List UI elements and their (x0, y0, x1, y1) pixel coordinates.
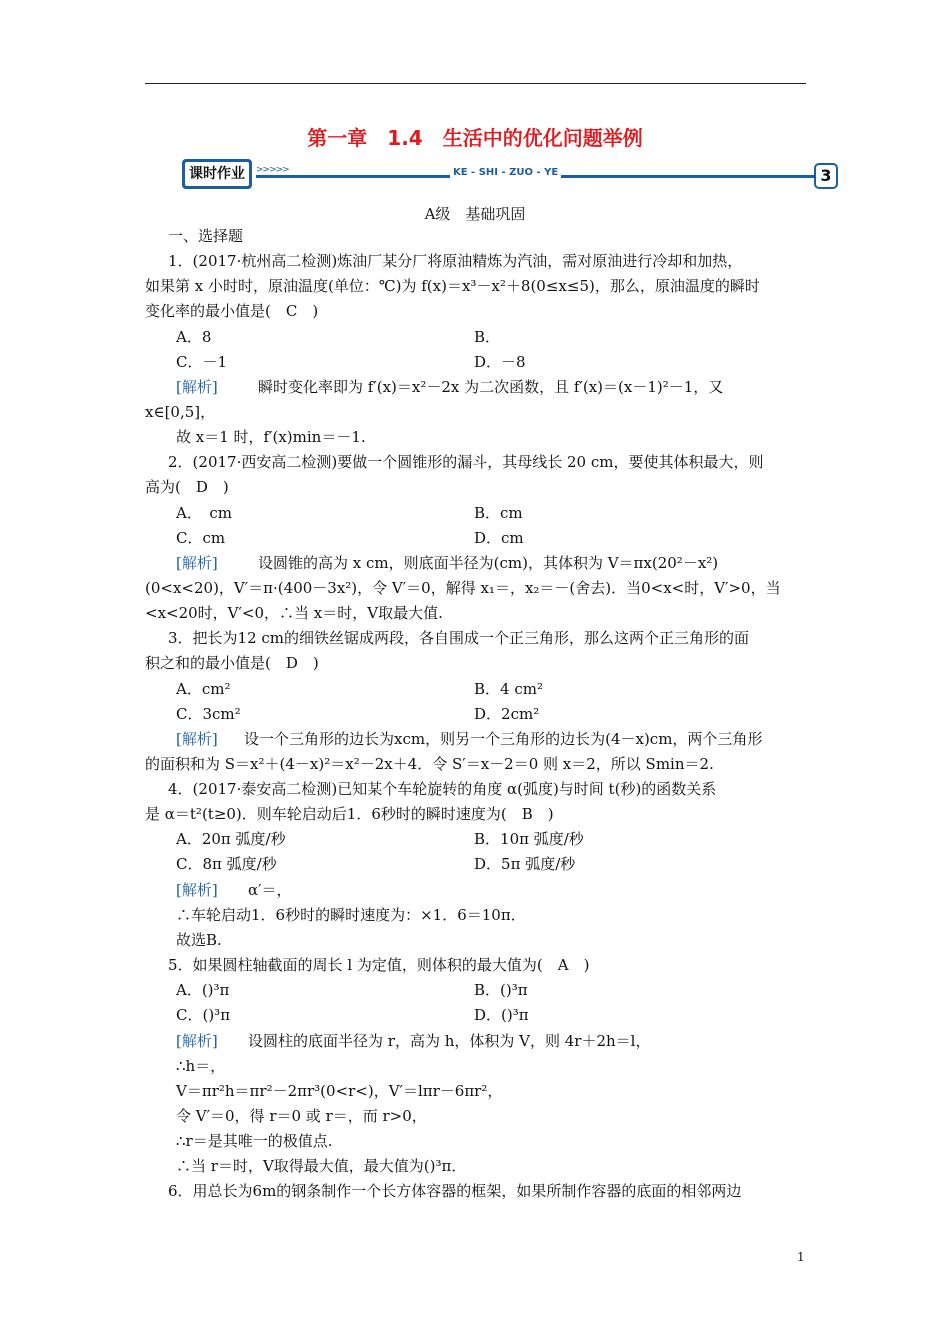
page-number: 1 (797, 1250, 805, 1264)
question-4-line: 是 α＝t²(t≥0)．则车轮启动后1．6秒时的瞬时速度为( B ) (145, 805, 554, 823)
option-c: C．cm (176, 529, 226, 547)
homework-banner (182, 157, 838, 193)
question-3-line: 3．把长为12 cm的细铁丝锯成两段，各自围成一个正三角形，那么这两个正三角形的面 (168, 629, 750, 647)
analysis-line: ∴当 r＝时，V取得最大值，最大值为()³π． (176, 1157, 467, 1175)
question-2-line: 高为( D ) (145, 478, 229, 496)
banner-number: 3 (814, 163, 838, 189)
option-b: B．10π 弧度/秒 (474, 830, 584, 848)
question-1-line: 如果第 x 小时时，原油温度(单位：℃)为 f(x)＝x³－x²＋8(0≤x≤5)，那么，原油温度的瞬时 (145, 277, 760, 295)
analysis-line: 故选B. (176, 931, 222, 949)
analysis-line: V＝πr²h＝πr²－2πr³(0<r<)，V′＝lπr－6πr²， (176, 1082, 503, 1100)
banner-tab (182, 159, 252, 189)
analysis-line: (0<x<20)，V′＝π·(400－3x²)，令 V′＝0，解得 x₁＝，x₂＝－(舍去)．当0<x<时，V′>0，当 (145, 579, 781, 597)
analysis-line: α′＝， (248, 881, 292, 899)
analysis-line: 设圆柱的底面半径为 r，高为 h，体积为 V，则 4r＋2h＝l， (248, 1032, 651, 1050)
analysis-tag: [解析] (176, 730, 218, 748)
question-4-line: 4．(2017·泰安高二检测)已知某个车轮旋转的角度 α(弧度)与时间 t(秒)的函数关系 (168, 780, 717, 798)
option-d: D．－8 (474, 353, 526, 371)
option-c: C．－1 (176, 353, 228, 371)
option-b: B．()³π (474, 981, 528, 999)
option-a: A．20π 弧度/秒 (176, 830, 286, 848)
analysis-line: 的面积和为 S＝x²＋(4－x)²＝x²－2x＋4．令 S′＝x－2＝0 则 x＝2，所以 Smin＝2. (145, 755, 714, 773)
question-1-line: 1．(2017·杭州高二检测)炼油厂某分厂将原油精炼为汽油，需对原油进行冷却和加热， (168, 252, 743, 270)
option-c: C．3cm² (176, 705, 241, 723)
analysis-line: 设圆锥的高为 x cm，则底面半径为(cm)，其体积为 V＝πx(20²－x²) (258, 554, 719, 572)
option-a: A．()³π (176, 981, 230, 999)
question-5-line: 5．如果圆柱轴截面的周长 l 为定值，则体积的最大值为( A ) (168, 956, 590, 974)
option-c: C．()³π (176, 1006, 231, 1024)
analysis-line: <x<20时，V′<0，∴当 x＝时，V取最大值. (145, 604, 443, 622)
analysis-line: x∈[0,5]， (145, 403, 216, 421)
analysis-line: 设一个三角形的边长为xcm，则另一个三角形的边长为(4－x)cm，两个三角形 (244, 730, 763, 748)
question-6-line: 6．用总长为6m的钢条制作一个长方体容器的框架，如果所制作容器的底面的相邻两边 (168, 1182, 742, 1200)
banner-label: 课时作业 (185, 162, 249, 186)
analysis-tag: [解析] (176, 378, 218, 396)
question-3-line: 积之和的最小值是( D ) (145, 654, 319, 672)
banner-arrows: >>>>> (256, 165, 289, 175)
analysis-line: 故 x＝1 时，f′(x)min＝－1. (176, 428, 366, 446)
option-d: D．2cm² (474, 705, 540, 723)
option-b: B．4 cm² (474, 680, 543, 698)
analysis-line: ∴h＝， (176, 1057, 226, 1075)
analysis-tag: [解析] (176, 554, 218, 572)
option-b: B．cm (474, 504, 523, 522)
option-d: D．5π 弧度/秒 (474, 855, 576, 873)
level-heading: A级 基础巩固 (424, 205, 526, 223)
option-a: A． cm (176, 504, 232, 522)
analysis-line: 令 V′＝0，得 r＝0 或 r＝，而 r>0， (176, 1107, 427, 1125)
section-heading: 一、选择题 (168, 227, 244, 245)
analysis-tag: [解析] (176, 1032, 218, 1050)
option-d: D．cm (474, 529, 524, 547)
page-title: 第一章 1.4 生活中的优化问题举例 (307, 126, 643, 150)
question-1-line: 变化率的最小值是( C ) (145, 302, 319, 320)
header-rule (145, 83, 806, 84)
analysis-line: 瞬时变化率即为 f′(x)＝x²－2x 为二次函数，且 f′(x)＝(x－1)²－1，又 (258, 378, 724, 396)
option-a: A．cm² (176, 680, 231, 698)
option-d: D．()³π (474, 1006, 529, 1024)
option-a: A．8 (176, 328, 212, 346)
option-b: B． (474, 328, 501, 346)
banner-pinyin: KE - SHI - ZUO - YE (450, 167, 561, 178)
question-2-line: 2．(2017·西安高二检测)要做一个圆锥形的漏斗，其母线长 20 cm，要使其体积最大，则 (168, 453, 764, 471)
option-c: C．8π 弧度/秒 (176, 855, 277, 873)
analysis-line: ∴车轮启动1．6秒时的瞬时速度为：×1．6＝10π． (176, 906, 526, 924)
analysis-line: ∴r＝是其唯一的极值点. (176, 1132, 333, 1150)
analysis-tag: [解析] (176, 881, 218, 899)
